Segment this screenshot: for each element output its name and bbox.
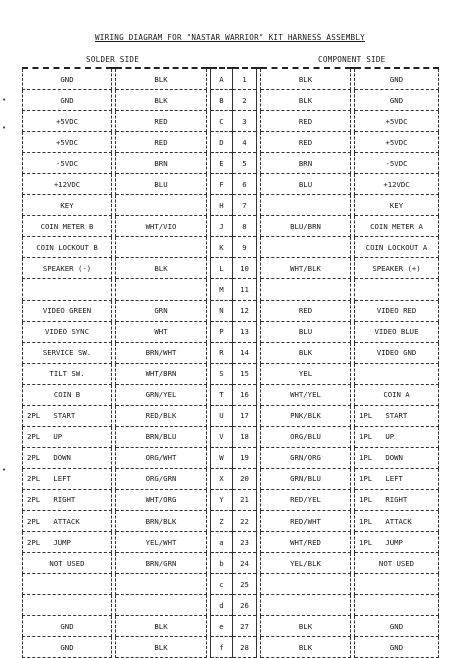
solder-wire-color-cell: YEL/WHT	[116, 532, 207, 553]
solder-function-cell: SERVICE SW.	[23, 342, 112, 363]
component-wire-color-cell: BLU	[261, 321, 351, 342]
component-function-cell: GND	[355, 637, 439, 658]
table-row	[23, 363, 439, 384]
component-pin-cell: 22	[233, 510, 257, 531]
solder-wire-color-cell: BRN	[116, 153, 207, 174]
table-row	[23, 574, 439, 595]
table-row	[23, 68, 439, 90]
solder-pin-cell: Z	[211, 510, 233, 531]
component-function-cell: GND	[355, 68, 439, 90]
solder-wire-color-cell: BLK	[116, 258, 207, 279]
component-pin-cell: 18	[233, 426, 257, 447]
component-wire-color-cell	[261, 195, 351, 216]
solder-pin-cell: E	[211, 153, 233, 174]
solder-function-cell: TILT SW.	[23, 363, 112, 384]
component-pin-cell: 19	[233, 447, 257, 468]
solder-pin-cell: R	[211, 342, 233, 363]
component-pin-cell: 13	[233, 321, 257, 342]
component-function-cell: COIN METER A	[355, 216, 439, 237]
solder-wire-color-cell: BLU	[116, 174, 207, 195]
component-pin-cell: 9	[233, 237, 257, 258]
solder-function-cell: GND	[23, 68, 112, 90]
table-row	[23, 300, 439, 321]
component-function-cell: VIDEO BLUE	[355, 321, 439, 342]
table-row	[23, 174, 439, 195]
solder-pin-cell: b	[211, 553, 233, 574]
solder-pin-cell: a	[211, 532, 233, 553]
component-pin-cell: 1	[233, 68, 257, 90]
solder-pin-cell: D	[211, 132, 233, 153]
solder-pin-cell: P	[211, 321, 233, 342]
solder-wire-color-cell	[116, 574, 207, 595]
component-function-cell: 1PL UP	[355, 426, 439, 447]
component-wire-color-cell: WHT/RED	[261, 532, 351, 553]
component-wire-color-cell: RED	[261, 300, 351, 321]
table-row	[23, 321, 439, 342]
table-row	[23, 384, 439, 405]
table-row	[23, 489, 439, 510]
component-pin-cell: 12	[233, 300, 257, 321]
solder-function-cell: GND	[23, 90, 112, 111]
solder-pin-cell: e	[211, 616, 233, 637]
solder-function-cell: VIDEO GREEN	[23, 300, 112, 321]
component-function-cell: 1PL ATTACK	[355, 510, 439, 531]
solder-pin-cell: J	[211, 216, 233, 237]
component-pin-cell: 26	[233, 595, 257, 616]
solder-side-heading: SOLDER SIDE	[86, 55, 140, 64]
solder-wire-color-cell: GRN/YEL	[116, 384, 207, 405]
table-row	[23, 195, 439, 216]
table-row	[23, 111, 439, 132]
table-row	[23, 532, 439, 553]
margin-tick: •	[2, 124, 7, 132]
solder-wire-color-cell: BRN/WHT	[116, 342, 207, 363]
component-pin-cell: 17	[233, 405, 257, 426]
solder-function-cell	[23, 279, 112, 300]
wiring-table	[22, 67, 439, 658]
solder-wire-color-cell: BRN/BLU	[116, 426, 207, 447]
component-wire-color-cell: BLK	[261, 342, 351, 363]
solder-function-cell	[23, 574, 112, 595]
component-wire-color-cell: BRN	[261, 153, 351, 174]
solder-wire-color-cell	[116, 237, 207, 258]
margin-tick: •	[2, 466, 7, 474]
component-pin-cell: 16	[233, 384, 257, 405]
component-pin-cell: 23	[233, 532, 257, 553]
solder-function-cell: +5VDC	[23, 132, 112, 153]
solder-wire-color-cell: RED/BLK	[116, 405, 207, 426]
table-row	[23, 447, 439, 468]
component-function-cell: 1PL JUMP	[355, 532, 439, 553]
solder-wire-color-cell: WHT	[116, 321, 207, 342]
component-function-cell	[355, 574, 439, 595]
table-row	[23, 90, 439, 111]
component-function-cell: NOT USED	[355, 553, 439, 574]
component-wire-color-cell	[261, 574, 351, 595]
solder-pin-cell: A	[211, 68, 233, 90]
solder-pin-cell: F	[211, 174, 233, 195]
component-pin-cell: 11	[233, 279, 257, 300]
component-pin-cell: 8	[233, 216, 257, 237]
solder-pin-cell: f	[211, 637, 233, 658]
solder-wire-color-cell: WHT/VIO	[116, 216, 207, 237]
solder-function-cell: 2PL JUMP	[23, 532, 112, 553]
component-wire-color-cell	[261, 279, 351, 300]
solder-pin-cell: W	[211, 447, 233, 468]
component-wire-color-cell: BLU	[261, 174, 351, 195]
component-pin-cell: 21	[233, 489, 257, 510]
solder-wire-color-cell	[116, 279, 207, 300]
table-row	[23, 258, 439, 279]
component-function-cell: +12VDC	[355, 174, 439, 195]
solder-pin-cell: M	[211, 279, 233, 300]
table-row	[23, 216, 439, 237]
solder-pin-cell: L	[211, 258, 233, 279]
solder-pin-cell: H	[211, 195, 233, 216]
component-wire-color-cell: WHT/BLK	[261, 258, 351, 279]
solder-function-cell: +12VDC	[23, 174, 112, 195]
component-pin-cell: 25	[233, 574, 257, 595]
solder-pin-cell: c	[211, 574, 233, 595]
solder-function-cell: GND	[23, 637, 112, 658]
solder-pin-cell: S	[211, 363, 233, 384]
margin-tick: •	[2, 96, 7, 104]
component-wire-color-cell: GRN/ORG	[261, 447, 351, 468]
table-row	[23, 405, 439, 426]
component-function-cell: GND	[355, 616, 439, 637]
solder-wire-color-cell: BLK	[116, 68, 207, 90]
solder-pin-cell: V	[211, 426, 233, 447]
component-wire-color-cell: BLK	[261, 616, 351, 637]
component-wire-color-cell: BLK	[261, 90, 351, 111]
component-pin-cell: 27	[233, 616, 257, 637]
solder-pin-cell: d	[211, 595, 233, 616]
solder-wire-color-cell: BLK	[116, 90, 207, 111]
table-row	[23, 132, 439, 153]
solder-function-cell: 2PL RIGHT	[23, 489, 112, 510]
solder-function-cell	[23, 595, 112, 616]
solder-wire-color-cell: BLK	[116, 616, 207, 637]
component-side-heading: COMPONENT SIDE	[318, 55, 386, 64]
component-function-cell: 1PL START	[355, 405, 439, 426]
component-pin-cell: 5	[233, 153, 257, 174]
component-wire-color-cell: BLK	[261, 68, 351, 90]
component-function-cell: KEY	[355, 195, 439, 216]
solder-function-cell: NOT USED	[23, 553, 112, 574]
component-function-cell: COIN A	[355, 384, 439, 405]
table-row	[23, 595, 439, 616]
solder-wire-color-cell: BRN/GRN	[116, 553, 207, 574]
solder-function-cell: KEY	[23, 195, 112, 216]
solder-wire-color-cell: ORG/WHT	[116, 447, 207, 468]
component-pin-cell: 10	[233, 258, 257, 279]
solder-pin-cell: T	[211, 384, 233, 405]
component-pin-cell: 24	[233, 553, 257, 574]
solder-wire-color-cell: GRN	[116, 300, 207, 321]
table-row	[23, 153, 439, 174]
solder-wire-color-cell: BLK	[116, 637, 207, 658]
component-wire-color-cell: YEL	[261, 363, 351, 384]
solder-function-cell: GND	[23, 616, 112, 637]
solder-function-cell: 2PL LEFT	[23, 468, 112, 489]
component-function-cell: +5VDC	[355, 132, 439, 153]
table-row	[23, 616, 439, 637]
component-wire-color-cell: PNK/BLK	[261, 405, 351, 426]
component-function-cell: 1PL LEFT	[355, 468, 439, 489]
solder-pin-cell: K	[211, 237, 233, 258]
component-function-cell: GND	[355, 90, 439, 111]
table-row	[23, 468, 439, 489]
solder-function-cell: 2PL START	[23, 405, 112, 426]
component-pin-cell: 15	[233, 363, 257, 384]
table-row	[23, 279, 439, 300]
solder-wire-color-cell: WHT/BRN	[116, 363, 207, 384]
component-pin-cell: 2	[233, 90, 257, 111]
solder-wire-color-cell: RED	[116, 132, 207, 153]
component-function-cell: VIDEO RED	[355, 300, 439, 321]
component-wire-color-cell: BLU/BRN	[261, 216, 351, 237]
component-function-cell: 1PL DOWN	[355, 447, 439, 468]
solder-function-cell: SPEAKER (-)	[23, 258, 112, 279]
component-wire-color-cell: WHT/YEL	[261, 384, 351, 405]
solder-function-cell: -5VDC	[23, 153, 112, 174]
component-wire-color-cell: BLK	[261, 637, 351, 658]
component-wire-color-cell	[261, 595, 351, 616]
document-title: WIRING DIAGRAM FOR "NASTAR WARRIOR" KIT HARNESS ASSEMBLY	[94, 33, 366, 42]
component-wire-color-cell: RED	[261, 111, 351, 132]
solder-function-cell: 2PL DOWN	[23, 447, 112, 468]
table-row	[23, 237, 439, 258]
component-pin-cell: 7	[233, 195, 257, 216]
wiring-table-body	[23, 68, 439, 658]
table-row	[23, 637, 439, 658]
table-row	[23, 510, 439, 531]
solder-function-cell: 2PL ATTACK	[23, 510, 112, 531]
component-function-cell: VIDEO GND	[355, 342, 439, 363]
solder-function-cell: 2PL UP	[23, 426, 112, 447]
component-function-cell: SPEAKER (+)	[355, 258, 439, 279]
component-function-cell	[355, 279, 439, 300]
component-wire-color-cell: RED/WHT	[261, 510, 351, 531]
component-wire-color-cell: RED/YEL	[261, 489, 351, 510]
solder-pin-cell: N	[211, 300, 233, 321]
component-pin-cell: 6	[233, 174, 257, 195]
component-function-cell	[355, 363, 439, 384]
solder-pin-cell: Y	[211, 489, 233, 510]
solder-wire-color-cell	[116, 595, 207, 616]
component-function-cell: COIN LOCKOUT A	[355, 237, 439, 258]
solder-wire-color-cell: WHT/ORG	[116, 489, 207, 510]
solder-pin-cell: B	[211, 90, 233, 111]
solder-function-cell: +5VDC	[23, 111, 112, 132]
component-function-cell: -5VDC	[355, 153, 439, 174]
component-wire-color-cell	[261, 237, 351, 258]
component-function-cell	[355, 595, 439, 616]
solder-function-cell: COIN METER B	[23, 216, 112, 237]
solder-wire-color-cell	[116, 195, 207, 216]
solder-function-cell: VIDEO SYNC	[23, 321, 112, 342]
component-pin-cell: 14	[233, 342, 257, 363]
component-pin-cell: 4	[233, 132, 257, 153]
component-pin-cell: 20	[233, 468, 257, 489]
table-row	[23, 426, 439, 447]
solder-function-cell: COIN B	[23, 384, 112, 405]
solder-function-cell: COIN LOCKOUT B	[23, 237, 112, 258]
solder-wire-color-cell: RED	[116, 111, 207, 132]
table-row	[23, 342, 439, 363]
solder-pin-cell: U	[211, 405, 233, 426]
component-wire-color-cell: ORG/BLU	[261, 426, 351, 447]
solder-pin-cell: C	[211, 111, 233, 132]
component-pin-cell: 3	[233, 111, 257, 132]
component-function-cell: +5VDC	[355, 111, 439, 132]
component-wire-color-cell: GRN/BLU	[261, 468, 351, 489]
solder-pin-cell: X	[211, 468, 233, 489]
solder-wire-color-cell: ORG/GRN	[116, 468, 207, 489]
component-wire-color-cell: RED	[261, 132, 351, 153]
component-function-cell: 1PL RIGHT	[355, 489, 439, 510]
table-row	[23, 553, 439, 574]
component-pin-cell: 28	[233, 637, 257, 658]
component-wire-color-cell: YEL/BLK	[261, 553, 351, 574]
solder-wire-color-cell: BRN/BLK	[116, 510, 207, 531]
